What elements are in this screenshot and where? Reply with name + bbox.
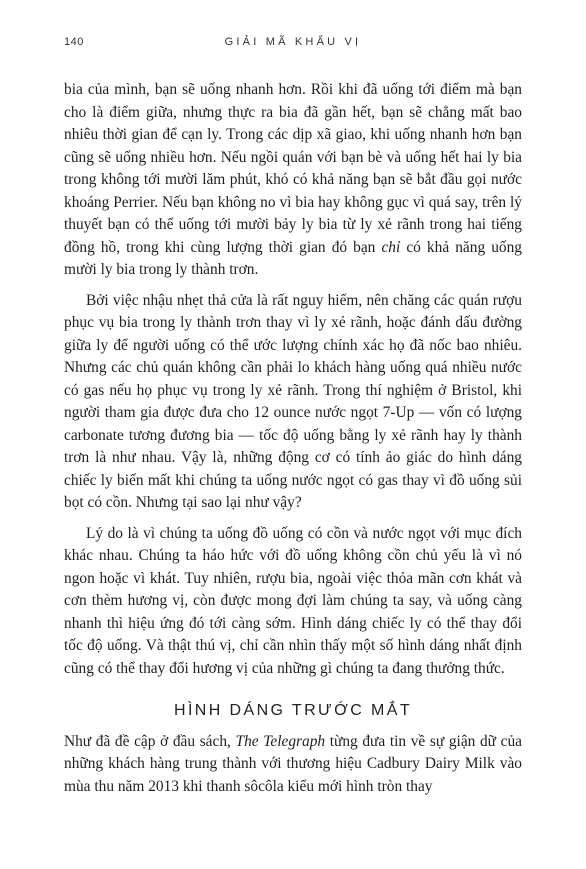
page-number: 140	[64, 36, 84, 48]
paragraph-text: bia của mình, bạn sẽ uống nhanh hơn. Rồi khi đã uống tới điểm mà bạn cho là điểm giữa, nhưng thực ra bia đã gần hết, bạn sẽ chẳng mất bao nhiêu thời gian để cạn ly. Trong các dịp xã giao, khi uống nhanh hơn bạn cũng sẽ uống nhiều hơn. Nếu ngồi quán với bạn bè và uống hết hai ly bia trong không tới mười lăm phút, khó có khả năng bạn sẽ bắt đầu gọi nước khoáng Perrier. Nếu bạn không no vì bia hay không gục vì quá say, trên lý thuyết bạn có thể uống tới mười bảy ly bia từ ly xẻ rãnh trong hai tiếng đồng hồ, trong khi cùng lượng thời gian đó bạn	[64, 81, 522, 256]
page-body	[64, 79, 522, 798]
paragraph-text: Như đã đề cập ở đầu sách,	[64, 732, 236, 750]
emphasis-text: The Telegraph	[235, 732, 326, 750]
paragraph: Lý do là vì chúng ta uống đồ uống có cồn và nước ngọt với mục đích khác nhau. Chúng ta háo hức với đồ uống không cồn chủ yếu là vì nó ngon hoặc vì khát. Tuy nhiên, rượu bia, ngoài việc thỏa mãn cơn khát và cơn thèm hương vị, còn được mong đợi làm chúng ta say, và uống càng nhanh thì hiệu ứng đó tới càng sớm. Hình dáng chiếc ly có thể thay đổi tốc độ uống. Và thật thú vị, chỉ cần nhìn thấy một số hình dáng nhất định cũng có thể thay đổi hương vị của những gì chúng ta đang thưởng thức.	[64, 524, 522, 677]
paragraph-text: từng đưa tin về sự giận dữ của những khách hàng trung thành với thương hiệu Cadbury Dairy Milk vào mùa thu năm 2013 khi thanh sôcôla kiểu mới hình tròn thay	[64, 732, 522, 795]
emphasis-text: chỉ	[381, 238, 401, 256]
paragraph	[64, 731, 522, 799]
paragraph	[64, 79, 522, 282]
page-header	[64, 36, 522, 56]
paragraph-text: có khả năng uống mười ly bia trong ly thành trơn.	[64, 238, 522, 278]
paragraph: Bởi việc nhậu nhẹt thả cửa là rất nguy hiểm, nên chăng các quán rượu phục vụ bia trong ly thành trơn thay vì ly xẻ rãnh, hoặc đánh dấu đường giữa ly để người uống có thể ước lượng chính xác họ đã nốc bao nhiêu. Nhưng các chủ quán không cần phải lo khách hàng uống quá nhiều nước có gas nếu họ phục vụ trong ly xẻ rãnh. Trong thí nghiệm ở Bristol, khi người tham gia được đưa cho 12 ounce nước ngọt 7-Up — vốn có lượng carbonate tương đương bia — tốc độ uống bằng ly xẻ rãnh hay ly thành trơn là như nhau. Vậy là, những động cơ có tính ảo giác do hình dáng chiếc ly biến mất khi chúng ta uống nước ngọt có gas thay vì đồ uống sủi bọt có cồn. Nhưng tại sao lại như vậy?	[64, 291, 522, 511]
section-heading: HÌNH DÁNG TRƯỚC MẮT	[173, 702, 413, 719]
running-head: GIẢI MÃ KHẨU VỊ	[224, 36, 362, 48]
